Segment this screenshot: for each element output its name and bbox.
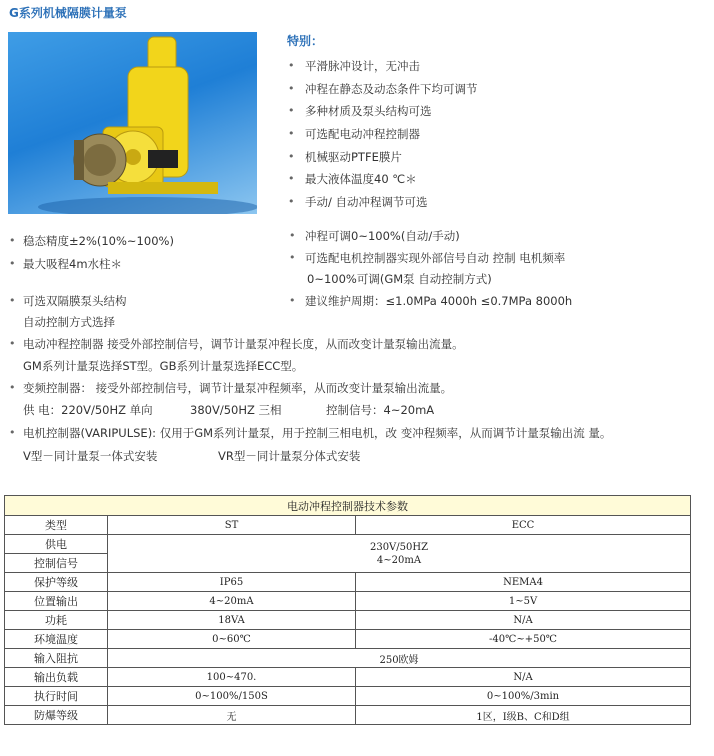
feature-item: • 平滑脉冲设计，无冲击: [288, 59, 420, 73]
table-cell: 位置输出: [5, 592, 108, 611]
bullet-icon: •: [9, 234, 16, 247]
bullet-icon: •: [289, 229, 296, 242]
table-row: [5, 687, 691, 706]
table-cell: 无: [108, 706, 356, 725]
stroke-controller-types: GM系列计量泵选择ST型。GB系列计量泵选择ECC型。: [23, 359, 304, 373]
table-cell: 1区，I级B、C和D组: [356, 706, 691, 725]
feature-item: • 可选配电动冲程控制器: [288, 127, 420, 142]
table-cell: 功耗: [5, 611, 108, 630]
spec-maintenance: • 建议维护周期：≤1.0MPa 4000h ≤0.7MPa 8000h: [289, 294, 573, 308]
table-cell: ECC: [356, 516, 691, 535]
table-cell: 类型: [5, 516, 108, 535]
spec-auto-control: 自动控制方式选择: [23, 315, 115, 329]
table-row: [5, 611, 691, 630]
table-cell: 250欧姆: [108, 649, 691, 668]
table-cell: N/A: [356, 611, 691, 630]
feature-item: • 手动/ 自动冲程调节可选: [288, 195, 428, 210]
table-cell: 0~60℃: [108, 630, 356, 649]
spec-motor-line2: 0~100%可调(GM泵 自动控制方式): [307, 272, 492, 286]
bullet-icon: •: [289, 294, 296, 307]
table-row: [5, 668, 691, 687]
bullet-icon: •: [288, 81, 295, 95]
motor-controller: • 电机控制器(VARIPULSE): 仅用于GM系列计量泵，用于控制三相电机，改 变冲程频率，从而调节计量泵输出流 量。: [9, 426, 612, 440]
features-title: 特别：: [287, 34, 324, 48]
vr-type: VR型－同计量泵分体式安装: [218, 449, 361, 463]
frequency-supply: 供 电：220V/50HZ 单向: [23, 403, 153, 417]
spec-motor: • 可选配电机控制器实现外部信号自动 控制 电机频率: [289, 251, 566, 265]
bullet-icon: •: [9, 337, 16, 350]
bullet-icon: •: [288, 127, 295, 141]
table-row: [5, 535, 691, 554]
pump-photo: [8, 32, 257, 214]
page-title: G系列机械隔膜计量泵: [9, 6, 127, 20]
frequency-signal: 控制信号：4~20mA: [326, 403, 435, 417]
table-cell: 环境温度: [5, 630, 108, 649]
bullet-icon: •: [288, 149, 295, 163]
features-list: [288, 58, 478, 217]
table-cell: -40℃~+50℃: [356, 630, 691, 649]
bullet-icon: •: [288, 172, 295, 186]
v-type: V型－同计量泵一体式安装: [23, 449, 158, 463]
table-cell: NEMA4: [356, 573, 691, 592]
table-cell: 保护等级: [5, 573, 108, 592]
feature-item: • 多种材质及泵头结构可选: [288, 104, 432, 119]
bullet-icon: •: [288, 59, 295, 72]
spec-suction: • 最大吸程4m水柱＊: [9, 257, 123, 271]
pump-image: [8, 32, 257, 214]
table-cell: 防爆等级: [5, 706, 108, 725]
bullet-icon: •: [289, 251, 296, 264]
spec-table: [4, 495, 690, 725]
signal-value: 4~20mA: [376, 554, 422, 566]
feature-item: • 冲程在静态及动态条件下均可调节: [288, 81, 478, 96]
spec-accuracy: • 稳态精度±2%(10%~100%): [9, 234, 174, 248]
table-cell: 供电: [5, 535, 108, 554]
table-cell: IP65: [108, 573, 356, 592]
table-cell: 100~470.: [108, 668, 356, 687]
power-value: 230V/50HZ: [369, 541, 429, 553]
table-cell: [108, 535, 691, 573]
bullet-icon: •: [288, 104, 295, 118]
stroke-controller: • 电动冲程控制器 接受外部控制信号，调节计量泵冲程长度，从而改变计量泵输出流量。: [9, 337, 464, 351]
frequency-3phase: 380V/50HZ 三相: [190, 403, 282, 417]
table-cell: 0~100%/3min: [356, 687, 691, 706]
table-row: [5, 516, 691, 535]
table-caption: 电动冲程控制器技术参数: [5, 496, 691, 516]
table-row: [5, 649, 691, 668]
table-row: [5, 706, 691, 725]
frequency-controller: • 变频控制器： 接受外部控制信号，调节计量泵冲程频率，从而改变计量泵输出流量。: [9, 381, 453, 395]
table-cell: 1~5V: [356, 592, 691, 611]
table-cell: 18VA: [108, 611, 356, 630]
feature-item: • 机械驱动PTFE膜片: [288, 149, 402, 164]
bullet-icon: •: [288, 195, 295, 209]
table-cell: 控制信号: [5, 554, 108, 573]
bullet-icon: •: [9, 426, 16, 439]
table-cell: 执行时间: [5, 687, 108, 706]
bullet-icon: •: [9, 294, 16, 307]
bullet-icon: •: [9, 257, 16, 270]
feature-item: • 最大液体温度40 ℃＊: [288, 172, 417, 187]
table-row: [5, 630, 691, 649]
table-row: [5, 592, 691, 611]
spec-stroke: • 冲程可调0~100%(自动/手动): [289, 229, 460, 243]
table-row: [5, 573, 691, 592]
table-cell: 输出负载: [5, 668, 108, 687]
table-cell: N/A: [356, 668, 691, 687]
spec-dual-head: • 可选双隔膜泵头结构: [9, 294, 127, 308]
table-cell: 4~20mA: [108, 592, 356, 611]
table-cell: ST: [108, 516, 356, 535]
table-cell: 0~100%/150S: [108, 687, 356, 706]
bullet-icon: •: [9, 381, 16, 394]
table-cell: 输入阻抗: [5, 649, 108, 668]
